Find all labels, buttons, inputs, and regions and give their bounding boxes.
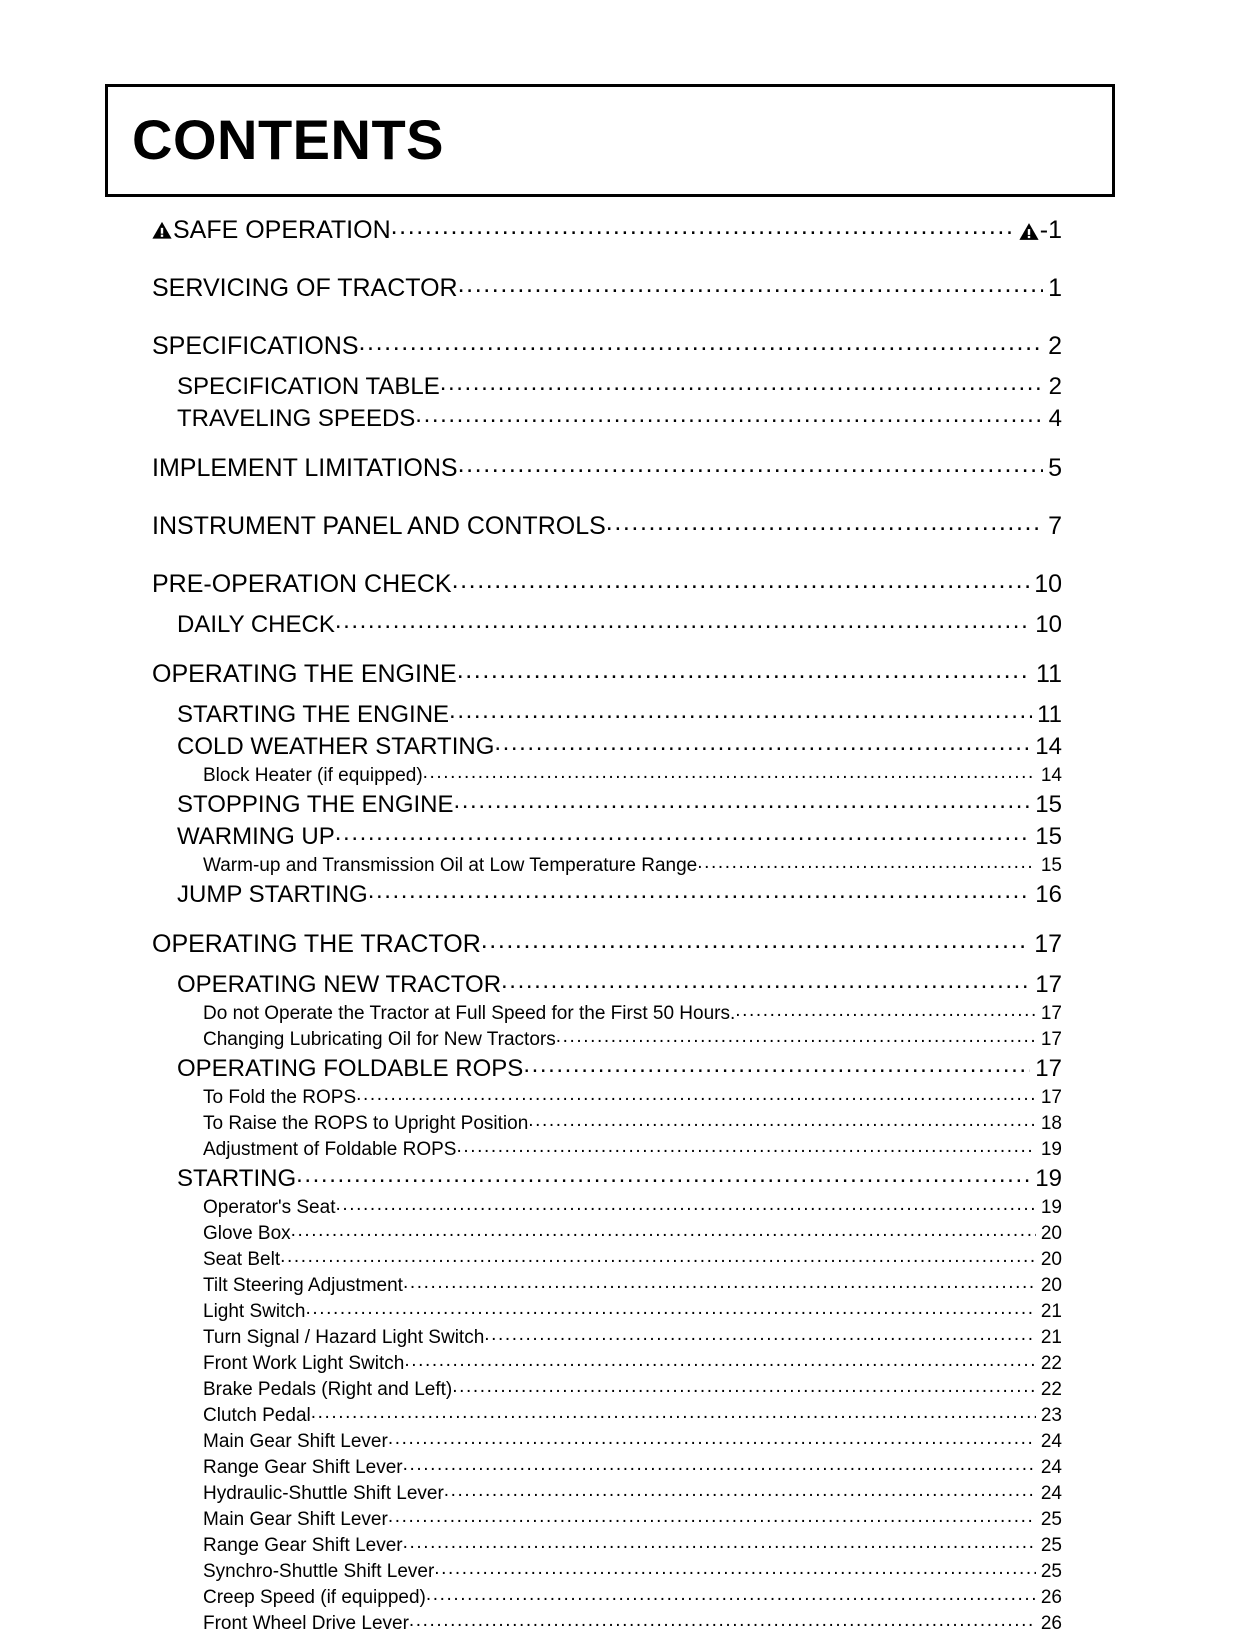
- toc-entry-label-group: [203, 1113, 528, 1135]
- toc-entry-title: OPERATING NEW TRACTOR: [177, 971, 502, 998]
- toc-entry-title: Operator's Seat: [203, 1197, 336, 1218]
- toc-entry[interactable]: [0, 823, 1236, 855]
- toc-page-number: 5: [1048, 454, 1062, 482]
- toc-page-number: 17: [1040, 1087, 1062, 1108]
- toc-entry[interactable]: [0, 733, 1236, 765]
- toc-dot-leader: [403, 1275, 1036, 1294]
- toc-dot-leader: [388, 1431, 1036, 1450]
- toc-page-number-group: [1036, 1197, 1062, 1219]
- toc-page-number: 26: [1040, 1613, 1062, 1634]
- toc-entry-label-group: [152, 570, 452, 599]
- toc-entry-title: Changing Lubricating Oil for New Tractors: [203, 1029, 556, 1050]
- toc-page-number-group: [1036, 1249, 1062, 1271]
- toc-entry-label-group: [177, 1165, 296, 1193]
- toc-page-number-group: [1036, 1379, 1062, 1401]
- toc-dot-leader: [456, 1139, 1035, 1158]
- toc-entry-title: Turn Signal / Hazard Light Switch: [203, 1327, 485, 1348]
- toc-page-number-group: [1036, 1483, 1062, 1505]
- toc-entry-label-group: [152, 512, 606, 541]
- toc-page-number-group: [1036, 1327, 1062, 1349]
- toc-entry-label-group: [203, 1249, 280, 1271]
- toc-entry[interactable]: [0, 611, 1236, 643]
- toc-entry-label-group: [203, 1327, 484, 1349]
- toc-dot-leader: [440, 373, 1044, 397]
- toc-page-number-group: [1036, 1301, 1062, 1323]
- toc-entry-label-group: [203, 1301, 305, 1323]
- toc-dot-leader: [335, 611, 1030, 635]
- toc-page-number: 17: [1034, 930, 1062, 958]
- toc-entry-label-group: [152, 930, 481, 959]
- toc-page-number: 24: [1040, 1457, 1062, 1478]
- toc-entry-title: STARTING THE ENGINE: [177, 701, 450, 728]
- toc-dot-leader: [449, 701, 1032, 725]
- toc-page-number-group: [1043, 512, 1062, 541]
- toc-dot-leader: [434, 1561, 1036, 1580]
- toc-page-number-group: [1014, 216, 1062, 245]
- toc-page-number: 15: [1035, 823, 1062, 850]
- toc-page-number: 17: [1035, 971, 1062, 998]
- toc-entry-title: DAILY CHECK: [177, 611, 335, 638]
- toc-entry-label-group: [203, 1587, 426, 1609]
- toc-page-number-group: [1036, 1029, 1062, 1051]
- toc-entry-label-group: [177, 791, 454, 819]
- toc-page-number: 25: [1040, 1561, 1062, 1582]
- toc-page-number-group: [1036, 765, 1062, 787]
- toc-entry-label-group: [177, 373, 440, 401]
- toc-dot-leader: [403, 1457, 1036, 1476]
- toc-page-number-group: [1036, 1275, 1062, 1297]
- toc-page-number: 17: [1040, 1003, 1062, 1024]
- toc-entry-label-group: [203, 1003, 735, 1025]
- toc-entry-label-group: [203, 1457, 403, 1479]
- toc-page-number: 21: [1040, 1327, 1062, 1348]
- toc-entry-title: STOPPING THE ENGINE: [177, 791, 454, 818]
- toc-dot-leader: [458, 274, 1043, 299]
- toc-entry-label-group: [203, 1535, 403, 1557]
- toc-entry-label-group: [203, 1223, 291, 1245]
- toc-page-number-group: [1044, 405, 1062, 433]
- toc-dot-leader: [452, 1379, 1036, 1398]
- toc-entry-label-group: [177, 701, 449, 729]
- toc-entry-title: To Fold the ROPS: [203, 1087, 357, 1108]
- toc-page-number: 25: [1040, 1509, 1062, 1530]
- toc-entry-label-group: [203, 1613, 409, 1635]
- toc-entry-title: Seat Belt: [203, 1249, 281, 1270]
- toc-dot-leader: [391, 216, 1014, 241]
- toc-page-number: 21: [1040, 1301, 1062, 1322]
- toc-dot-leader: [452, 570, 1030, 595]
- toc-page-number: 2: [1048, 373, 1062, 400]
- toc-page-number-group: [1030, 611, 1062, 639]
- toc-entry-title: OPERATING THE ENGINE: [152, 660, 457, 688]
- toc-entry-title: WARMING UP: [177, 823, 335, 850]
- toc-page-number-group: [1030, 733, 1062, 761]
- toc-page-number-group: [1036, 1353, 1062, 1375]
- toc-dot-leader: [305, 1301, 1035, 1320]
- page-title: CONTENTS: [132, 107, 444, 171]
- toc-page-number-group: [1043, 332, 1062, 361]
- toc-dot-leader: [335, 823, 1031, 847]
- warning-triangle-icon: [1019, 222, 1039, 241]
- toc-entry-title: SPECIFICATION TABLE: [177, 373, 440, 400]
- toc-dot-leader: [494, 733, 1030, 757]
- toc-entry-title: Synchro-Shuttle Shift Lever: [203, 1561, 435, 1582]
- toc-page-number: 14: [1035, 733, 1062, 760]
- toc-dot-leader: [458, 454, 1044, 479]
- toc-dot-leader: [335, 1197, 1035, 1216]
- toc-entry-label-group: [203, 765, 423, 787]
- toc-page-number: 17: [1040, 1029, 1062, 1050]
- toc-entry-label-group: [203, 1139, 456, 1161]
- toc-entry-title: Block Heater (if equipped): [203, 765, 423, 786]
- toc-entry-label-group: [203, 1509, 388, 1531]
- toc-page-number-group: [1029, 570, 1062, 599]
- toc-entry-label-group: [152, 454, 458, 483]
- toc-entry[interactable]: [0, 454, 1236, 495]
- toc-entry-title: PRE-OPERATION CHECK: [152, 570, 452, 598]
- toc-dot-leader: [697, 855, 1036, 874]
- toc-page-number: 2: [1048, 332, 1062, 360]
- toc-entry-title: INSTRUMENT PANEL AND CONTROLS: [152, 512, 606, 540]
- toc-entry-title: Range Gear Shift Lever: [203, 1535, 403, 1556]
- toc-entry[interactable]: [0, 881, 1236, 913]
- toc-page-number: 24: [1040, 1483, 1062, 1504]
- toc-dot-leader: [501, 971, 1030, 995]
- toc-page-number-group: [1036, 1087, 1062, 1109]
- toc-entry[interactable]: [0, 512, 1236, 553]
- toc-page-number: 26: [1040, 1587, 1062, 1608]
- toc-page-number: 1: [1048, 274, 1062, 302]
- toc-page-number: 16: [1035, 881, 1062, 908]
- toc-entry-label-group: [203, 1431, 388, 1453]
- toc-page-number-group: [1036, 1561, 1062, 1583]
- toc-entry-title: TRAVELING SPEEDS: [177, 405, 416, 432]
- contents-title-box: [105, 84, 1115, 197]
- toc-entry-title: Tilt Steering Adjustment: [203, 1275, 403, 1296]
- toc-page-number-group: [1036, 1003, 1062, 1025]
- toc-page-number: 23: [1040, 1405, 1062, 1426]
- toc-entry-title: Brake Pedals (Right and Left): [203, 1379, 453, 1400]
- toc-entry-title: Front Wheel Drive Lever: [203, 1613, 409, 1634]
- toc-entry-title: COLD WEATHER STARTING: [177, 733, 495, 760]
- toc-page-number-group: [1044, 373, 1062, 401]
- toc-dot-leader: [454, 791, 1031, 815]
- toc-page-number-group: [1029, 930, 1062, 959]
- toc-page-number-group: [1031, 660, 1062, 689]
- toc-page-number: 10: [1034, 570, 1062, 598]
- toc-page-number: 19: [1040, 1139, 1062, 1160]
- toc-entry-title: Adjustment of Foldable ROPS: [203, 1139, 457, 1160]
- toc-dot-leader: [359, 332, 1044, 357]
- toc-entry-title: Warm-up and Transmission Oil at Low Temperature Range: [203, 855, 698, 876]
- toc-dot-leader: [388, 1509, 1036, 1528]
- toc-entry-label-group: [203, 1275, 403, 1297]
- toc-page-number: 7: [1048, 512, 1062, 540]
- toc-entry-title: Range Gear Shift Lever: [203, 1457, 403, 1478]
- toc-dot-leader: [606, 512, 1043, 537]
- toc-dot-leader: [444, 1483, 1036, 1502]
- toc-dot-leader: [528, 1113, 1036, 1132]
- toc-dot-leader: [368, 881, 1031, 905]
- toc-page-number: 19: [1040, 1197, 1062, 1218]
- toc-entry-title: Main Gear Shift Lever: [203, 1509, 388, 1530]
- toc-page-number-group: [1036, 855, 1062, 877]
- toc-entry-title: JUMP STARTING: [177, 881, 368, 908]
- toc-entry-label-group: [177, 971, 501, 999]
- toc-page-number: 18: [1040, 1113, 1062, 1134]
- toc-entry-label-group: [203, 1029, 556, 1051]
- toc-page-number-group: [1036, 1457, 1062, 1479]
- toc-entry-title: IMPLEMENT LIMITATIONS: [152, 454, 458, 482]
- toc-entry-label-group: [203, 1087, 356, 1109]
- toc-entry-title: STARTING: [177, 1165, 297, 1192]
- toc-dot-leader: [296, 1165, 1030, 1189]
- toc-entry-label-group: [152, 216, 391, 245]
- toc-page-number: 11: [1036, 660, 1062, 688]
- toc-page-number-group: [1030, 1055, 1062, 1083]
- toc-dot-leader: [735, 1003, 1036, 1022]
- toc-dot-leader: [484, 1327, 1036, 1346]
- toc-entry-title: Main Gear Shift Lever: [203, 1431, 388, 1452]
- toc-entry[interactable]: [0, 971, 1236, 1003]
- toc-dot-leader: [404, 1353, 1036, 1372]
- toc-entry-title: SAFE OPERATION: [173, 216, 391, 244]
- toc-entry-title: Front Work Light Switch: [203, 1353, 405, 1374]
- toc-dot-leader: [556, 1029, 1036, 1048]
- toc-page-number: 15: [1040, 855, 1062, 876]
- toc-entry-title: Glove Box: [203, 1223, 291, 1244]
- toc-entry-label-group: [177, 405, 415, 433]
- toc-page-number-group: [1032, 701, 1062, 729]
- toc-dot-leader: [457, 660, 1031, 685]
- toc-entry-title: Creep Speed (if equipped): [203, 1587, 426, 1608]
- toc-page-number-group: [1030, 881, 1062, 909]
- toc-dot-leader: [426, 1587, 1036, 1606]
- toc-page-number: 15: [1035, 791, 1062, 818]
- toc-page-number-group: [1043, 454, 1062, 483]
- toc-entry-label-group: [203, 1405, 311, 1427]
- toc-entry-title: Do not Operate the Tractor at Full Speed for the First 50 Hours.: [203, 1003, 736, 1024]
- toc-page-number-group: [1030, 791, 1062, 819]
- toc-entry-label-group: [152, 332, 359, 361]
- toc-dot-leader: [481, 930, 1029, 955]
- toc-entry-label-group: [203, 1197, 335, 1219]
- toc-page-number-group: [1030, 1165, 1062, 1193]
- toc-page-number: 14: [1040, 765, 1062, 786]
- toc-page-number-group: [1036, 1431, 1062, 1453]
- toc-dot-leader: [280, 1249, 1036, 1268]
- toc-entry[interactable]: [0, 1613, 1236, 1639]
- toc-entry-label-group: [203, 1483, 444, 1505]
- toc-dot-leader: [311, 1405, 1036, 1424]
- toc-page-number-group: [1036, 1535, 1062, 1557]
- toc-entry-label-group: [177, 881, 368, 909]
- toc-dot-leader: [291, 1223, 1036, 1242]
- toc-entry-label-group: [152, 274, 458, 303]
- toc-entry-title: Light Switch: [203, 1301, 306, 1322]
- toc-page-number: 20: [1040, 1223, 1062, 1244]
- toc-page-number: -1: [1039, 216, 1062, 244]
- toc-entry-title: Hydraulic-Shuttle Shift Lever: [203, 1483, 444, 1504]
- toc-page-number: 20: [1040, 1275, 1062, 1296]
- toc-entry[interactable]: [0, 1165, 1236, 1197]
- toc-entry-label-group: [177, 823, 335, 851]
- toc-entry-title: SPECIFICATIONS: [152, 332, 359, 360]
- toc-page-number: 19: [1035, 1165, 1062, 1192]
- toc-entry-label-group: [177, 611, 335, 639]
- toc-page-number: 10: [1035, 611, 1062, 638]
- toc-page-number-group: [1030, 971, 1062, 999]
- warning-triangle-icon: [152, 221, 172, 240]
- toc-entry-label-group: [203, 1353, 404, 1375]
- toc-dot-leader: [423, 765, 1036, 784]
- toc-entry-label-group: [203, 855, 697, 877]
- toc-page-number: 20: [1040, 1249, 1062, 1270]
- toc-page-number-group: [1036, 1613, 1062, 1635]
- toc-page-number: 11: [1037, 701, 1062, 728]
- toc-page-number-group: [1036, 1587, 1062, 1609]
- toc-entry[interactable]: [0, 930, 1236, 971]
- toc-page-number: 22: [1040, 1353, 1062, 1374]
- toc-page-number-group: [1036, 1405, 1062, 1427]
- toc-entry-label-group: [203, 1379, 452, 1401]
- toc-entry[interactable]: [0, 1055, 1236, 1087]
- toc-entry[interactable]: [0, 274, 1236, 315]
- toc-entry[interactable]: [0, 216, 1236, 257]
- toc-dot-leader: [415, 405, 1043, 429]
- toc-entry-title: OPERATING THE TRACTOR: [152, 930, 481, 958]
- toc-entry-title: OPERATING FOLDABLE ROPS: [177, 1055, 524, 1082]
- toc-entry[interactable]: [0, 405, 1236, 437]
- toc-page-number-group: [1036, 1139, 1062, 1161]
- toc-entry[interactable]: [0, 570, 1236, 611]
- toc-entry-label-group: [177, 733, 494, 761]
- toc-entry-label-group: [177, 1055, 523, 1083]
- toc-page-number: 24: [1040, 1431, 1062, 1452]
- toc-page-number-group: [1043, 274, 1062, 303]
- toc-page-number: 22: [1040, 1379, 1062, 1400]
- toc-entry-title: SERVICING OF TRACTOR: [152, 274, 458, 302]
- toc-page-number: 4: [1048, 405, 1062, 432]
- toc-entry-title: Clutch Pedal: [203, 1405, 311, 1426]
- toc-dot-leader: [356, 1087, 1036, 1106]
- toc-dot-leader: [409, 1613, 1036, 1632]
- toc-page-number: 25: [1040, 1535, 1062, 1556]
- toc-page-number-group: [1030, 823, 1062, 851]
- toc-entry-title: To Raise the ROPS to Upright Position: [203, 1113, 529, 1134]
- toc-page-number-group: [1036, 1113, 1062, 1135]
- toc-dot-leader: [403, 1535, 1036, 1554]
- toc-page-number-group: [1036, 1509, 1062, 1531]
- toc-page-number-group: [1036, 1223, 1062, 1245]
- table-of-contents: [0, 216, 1236, 1639]
- toc-entry[interactable]: [0, 660, 1236, 701]
- toc-entry[interactable]: [0, 332, 1236, 373]
- toc-entry-label-group: [152, 660, 457, 689]
- toc-page-number: 17: [1035, 1055, 1062, 1082]
- toc-dot-leader: [523, 1055, 1030, 1079]
- toc-entry-label-group: [203, 1561, 434, 1583]
